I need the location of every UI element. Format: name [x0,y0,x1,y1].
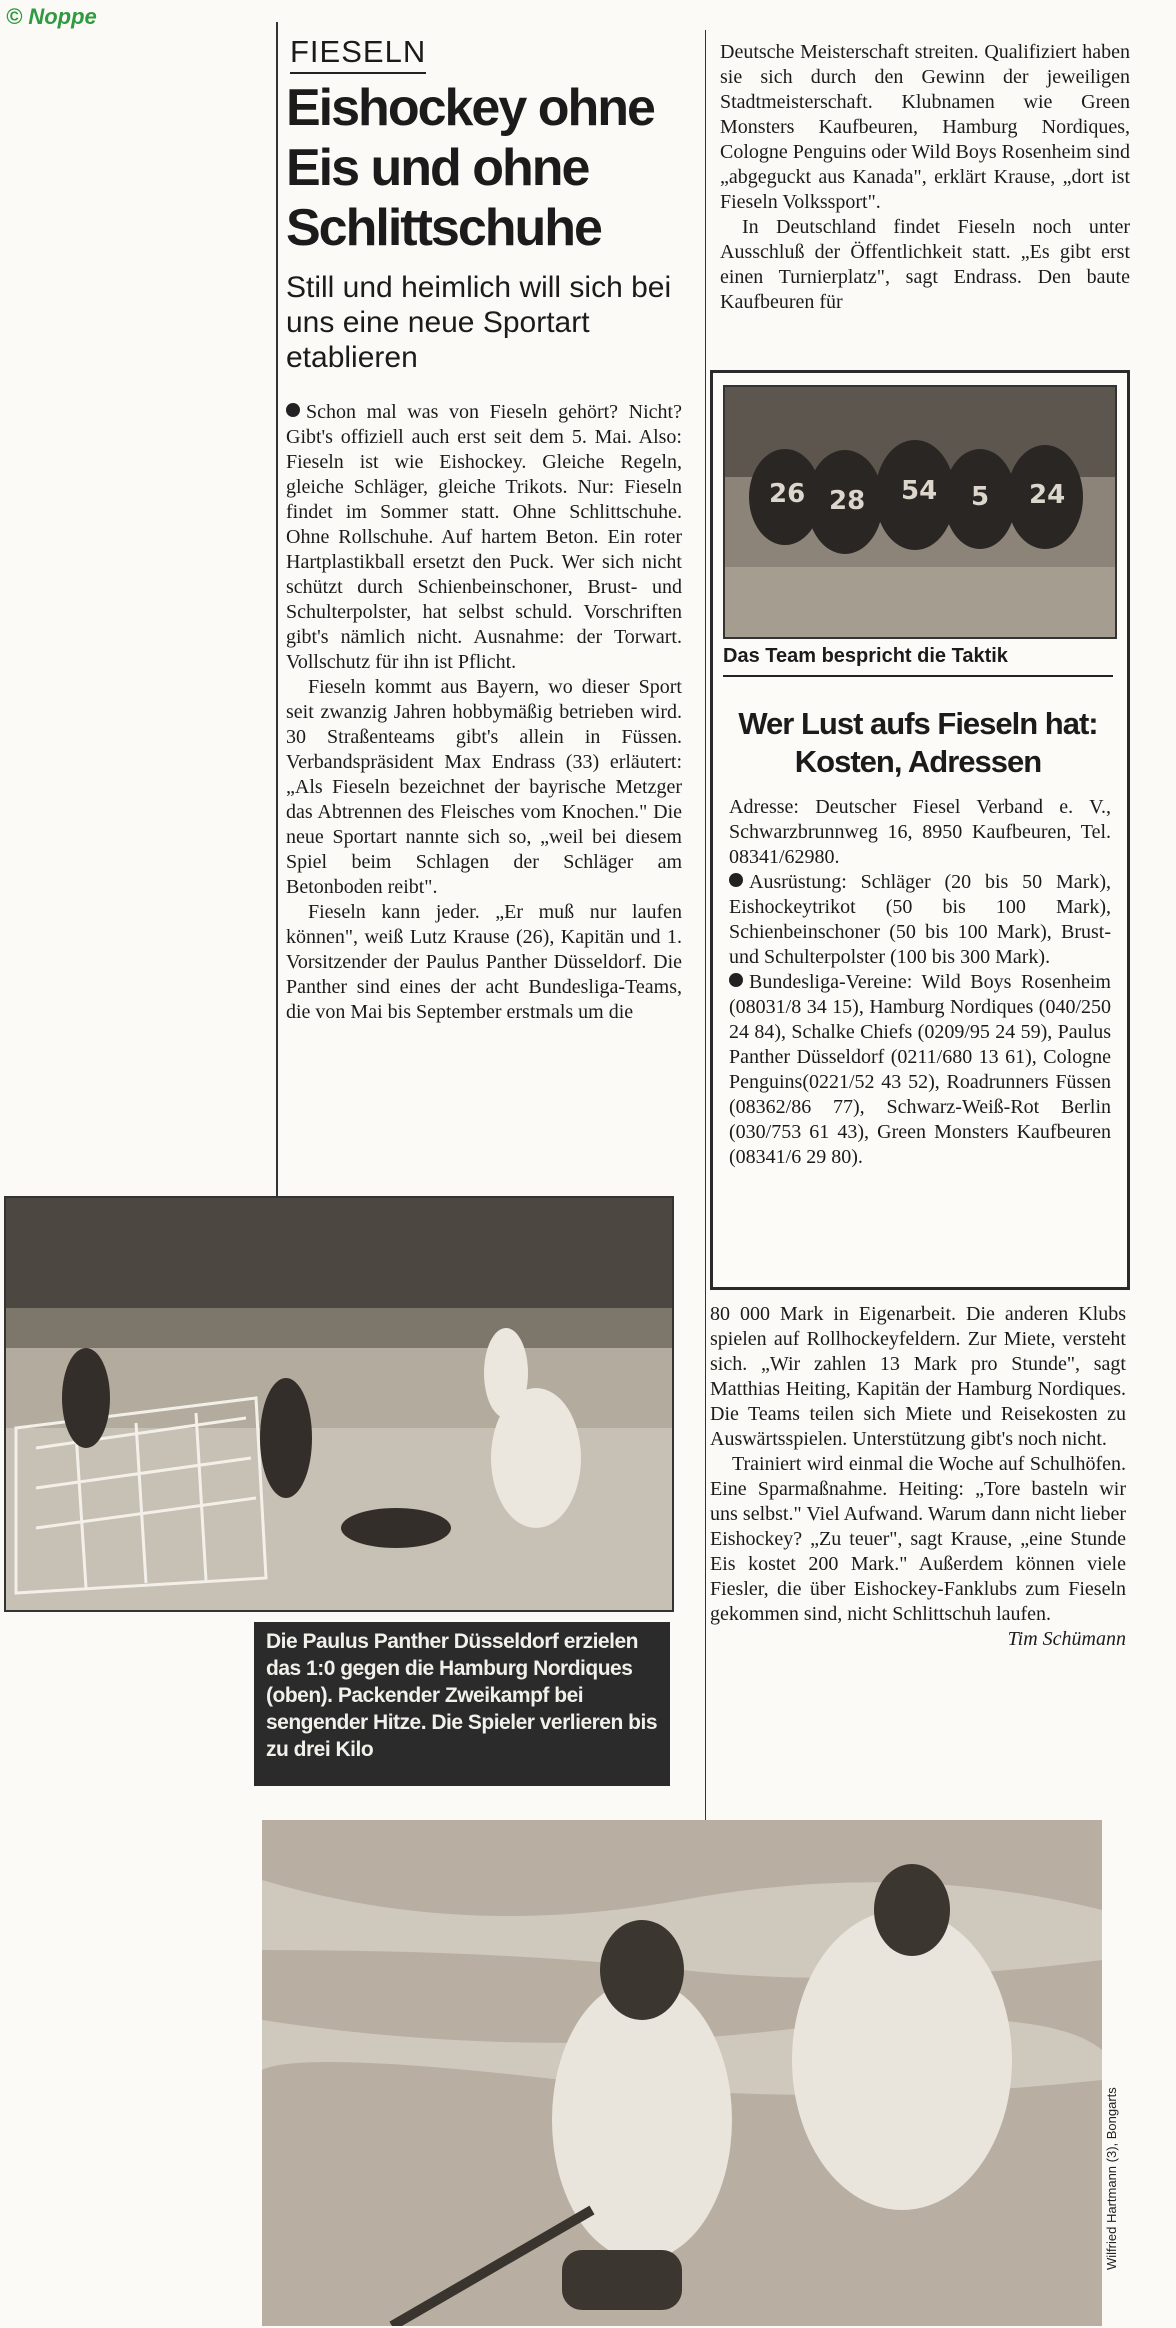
address: Adresse: Deutscher Fiesel Verband e. V., Schwarzbrunnweg 16, 8950 Kaufbeuren, Tel. 08341/62980. [729,796,1111,868]
equipment: Ausrüstung: Schläger (20 bis 50 Mark), Eishockeytrikot (50 bis 100 Mark), Schienbeinschoner (50 bis 100 Mark), Brust- und Schulterpolster (100 bis 300 Mark). [729,871,1111,968]
kicker: FIESELN [290,34,426,74]
divider [723,675,1113,677]
team-photo-image [725,387,1115,637]
paragraph: Fieseln kommt aus Bayern, wo dieser Sport seit zwanzig Jahren hobbymäßig betrieben wird. 30 Straßenteams gibt's allein in Füssen. Verbandspräsident Max Endrass (33) erläutert: „Als Fieseln bezeichnet der bayrische Metzger das Abtrennen des Fleisches vom Knochen." Die neue Sportart nannte sich so, „weil bei diesem Spiel beim Schlagen der Schläger am Betonboden reibt". [286,676,682,898]
article-column-2-top [720,40,1130,370]
byline: Tim Schümann [1007,1628,1126,1650]
action-photo [262,1820,1102,2326]
article-column-1 [286,400,682,1180]
paragraph: Schon mal was von Fieseln gehört? Nicht? Gibt's offiziell auch erst seit dem 5. Mai. Also: Fieseln ist wie Eishockey. Gleiche Regeln, gleiche Schläger, gleiche Trikots. Nur: Fieseln findet im Sommer statt. Ohne Schlittschuhe. Ohne Rollschuhe. Auf hartem Beton. Ein roter Hartplastikball ersetzt den Puck. Wer sich nicht schützt durch Schienbeinschoner, Brust- und Schulterpolster, hat selbst schuld. Vorschriften gibt's nämlich nicht. Ausnahme: der Torwart. Vollschutz für ihn ist Pflicht. [286,401,682,673]
game-photo-image [6,1198,672,1610]
paragraph: Trainiert wird einmal die Woche auf Schulhöfen. Eine Sparmaßnahme. Heiting: „Tore basteln wir uns selbst." Viel Aufwand. Warum dann nicht lieber Eishockey? „Zu teuer", sagt Krause, „eine Stunde Eis kostet 200 Mark." Außerdem können viele Fiesler, die über Eishockey-Fanklubs zum Fieseln gekommen sind, nicht Schlittschuh laufen. [710,1453,1126,1625]
info-box [710,370,1130,1290]
bullet-icon [729,873,743,887]
jersey-number: 26 [769,479,806,509]
team-photo [723,385,1117,639]
column-rule-left [276,22,278,1200]
jersey-number: 5 [971,482,990,512]
info-box-title: Wer Lust aufs Fieseln hat: Kosten, Adressen [738,706,1098,779]
action-photo-image [262,1820,1102,2326]
column-rule-middle [705,30,706,1820]
paragraph: 80 000 Mark in Eigenarbeit. Die anderen Klubs spielen auf Rollhockeyfeldern. Zur Miete, versteht sich. „Wir zahlen 13 Mark pro Stunde", sagt Matthias Heiting, Kapitän der Hamburg Nordiques. Die Teams teilen sich Miete und Reisekosten zu Auswärtsspielen. Unterstützung gibt's noch nicht. [710,1303,1126,1450]
watermark: © Noppe [6,4,97,29]
bullet-icon [729,973,743,987]
jersey-number: 28 [829,486,866,516]
paragraph: In Deutschland findet Fieseln noch unter Ausschluß der Öffentlichkeit statt. „Es gibt erst einen Turnierplatz", sagt Endrass. Den baute Kaufbeuren für [720,216,1130,313]
info-box-text [729,795,1111,1275]
paragraph: Fieseln kann jeder. „Er muß nur laufen können", weiß Lutz Krause (26), Kapitän und 1. Vorsitzender der Paulus Panther Düsseldorf. Die Panther sind eines der acht Bundesliga-Teams, die von Mai bis September erstmals um die [286,901,682,1023]
game-photo [4,1196,674,1612]
jersey-number: 24 [1029,480,1066,510]
article-column-2-bottom [710,1302,1126,1800]
subhead: Still und heimlich will sich bei uns eine neue Sportart etablieren [286,271,672,374]
clubs: Bundesliga-Vereine: Wild Boys Rosenheim (08031/8 34 15), Hamburg Nordiques (040/250 24 84), Schalke Chiefs (0209/95 24 59), Paulus Panther Düsseldorf (0211/680 13 61), Cologne Penguins(0221/52 43 52), Roadrunners Füssen (08362/86 77), Schwarz-Weiß-Rot Berlin (030/753 61 43), Green Monsters Kaufbeuren (08341/6 29 80). [729,971,1111,1168]
bullet-icon [286,403,300,417]
jersey-number: 54 [901,476,938,506]
paragraph: Deutsche Meisterschaft streiten. Qualifiziert haben sie sich durch den Gewinn der jeweiligen Stadtmeisterschaft. Klubnamen wie Green Monsters Kaufbeuren, Hamburg Nordiques, Cologne Penguins oder Wild Boys Rosenheim sind „abgeguckt aus Kanada", erklärt Krause, „dort ist Fieseln Volkssport". [720,41,1130,213]
photo-credit: Wilfried Hartmann (3), Bongarts [1104,2087,1119,2270]
game-photo-caption: Die Paulus Panther Düsseldorf erzielen das 1:0 gegen die Hamburg Nordiques (oben). Packender Zweikampf bei sengender Hitze. Die Spieler verlieren bis zu drei Kilo [254,1622,670,1786]
headline: Eishockey ohne Eis und ohne Schlittschuhe [286,79,654,257]
team-photo-caption: Das Team bespricht die Taktik [723,645,1008,667]
